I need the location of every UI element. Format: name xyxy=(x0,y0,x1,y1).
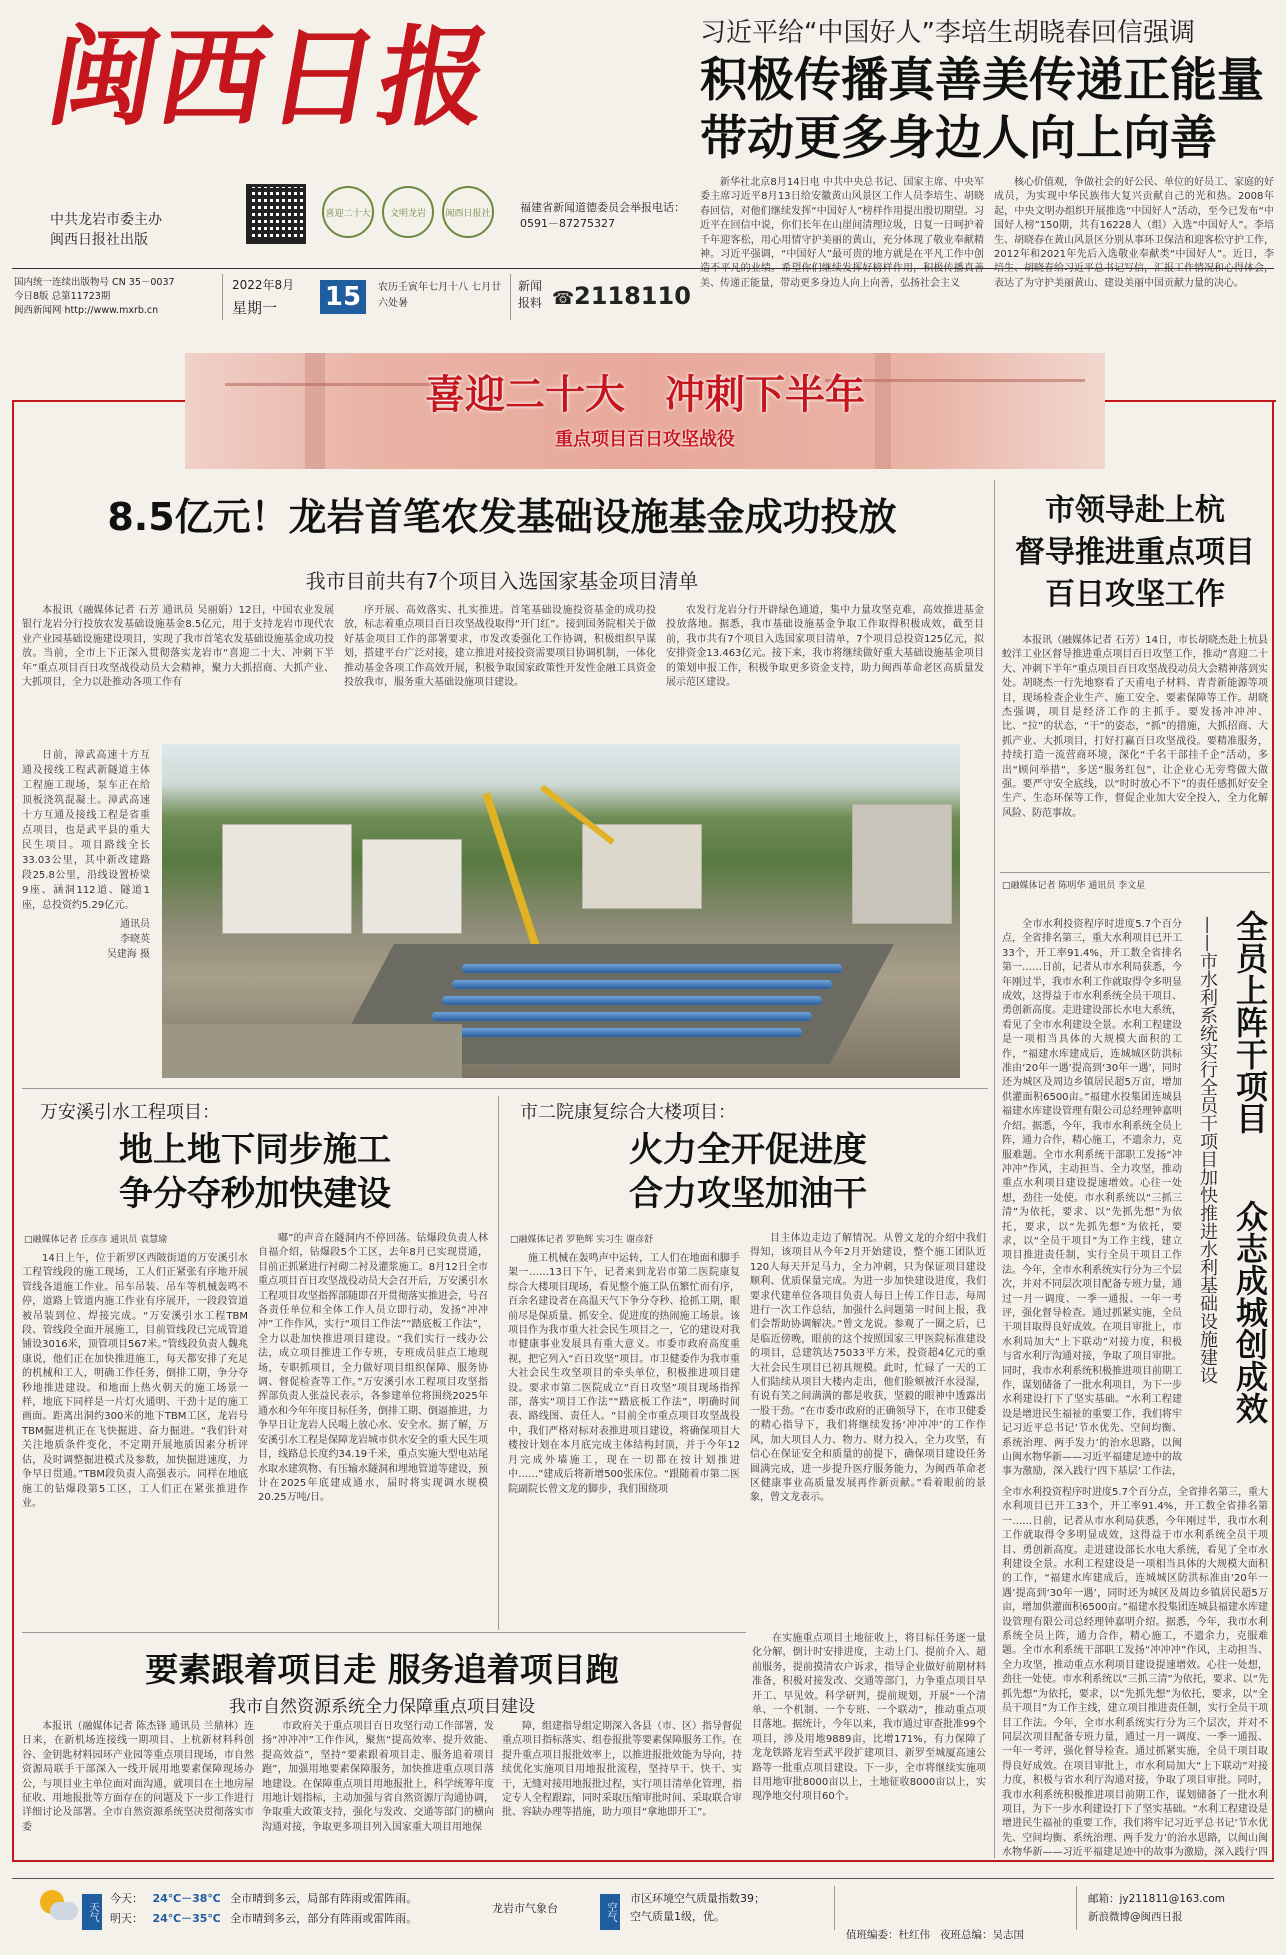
main-body-col3: 农发行龙岩分行开辟绿色通道，集中力量攻坚克难，高效推进基金投放落地。据悉，我市基础设施基金争取工作取得积极成效，截至目前，我市共有7个项目入选国家项目清单，7个项目总投资125亿元，拟安排资金13.463亿元。接下来，我市将继续做好重大基础设施基金项目的策划申报工作，积极争取更多资金支持，助力闽西革命老区高质量发展示范区建设。 xyxy=(666,605,984,689)
complaint-phone: 0591－87275327 xyxy=(520,217,615,230)
weather-source: 龙岩市气象台 xyxy=(492,1902,558,1915)
story-left-headline-1: 地上地下同步施工 xyxy=(119,1130,391,1170)
banner-title: 喜迎二十大 冲刺下半年 xyxy=(425,372,865,418)
complaint-line xyxy=(520,200,685,232)
seal-3: 闽西日报社 xyxy=(442,186,494,238)
story-bottom-headline: 要素跟着项目走 服务追着项目跑 xyxy=(145,1650,619,1689)
issn: 国内统一连续出版物号 CN 35－0037 xyxy=(14,277,175,288)
website: 闽西新闻网 http://www.mxrb.cn xyxy=(14,305,159,316)
lead-body-col2: 核心价值观，争做社会的好公民、单位的好员工、家庭的好成员，为实现中华民族伟大复兴贡献自己的光和热。2008年起，中央文明办组织开展推选“中国好人”活动，至今已发布“中国好人榜”150期，共有16228人（组）入选“中国好人”。李培生、胡晓春在黄山风景区分别从事环卫保洁和迎客松守护工作，2012年和2021年先后入选敬业奉献类“中国好人”。近日，李培生、胡晓春给习近平总书记写信，汇报工作情况和心得体会，表达了为守护美丽黄山、建设美丽中国贡献力量的决心。 xyxy=(994,177,1274,289)
hotline-label-1: 新闻 xyxy=(518,279,543,293)
story-mid-headline-1: 火力全开促进度 xyxy=(629,1130,867,1170)
caption-credit-1: 通讯员 xyxy=(120,919,150,930)
hotline-label-2: 报料 xyxy=(518,296,543,310)
seal-2: 文明龙岩 xyxy=(382,186,434,238)
contact-email[interactable]: 邮箱：jy211811@163.com xyxy=(1088,1893,1226,1905)
caption-credit-3: 吴建海 摄 xyxy=(106,949,150,960)
lunar-date: 农历壬寅年七月十八 七月廿六处暑 xyxy=(378,282,502,309)
date-weekday: 星期一 xyxy=(232,299,278,317)
editors xyxy=(846,1890,1024,1955)
story-left-headline-2: 争分夺秒加快建设 xyxy=(119,1174,391,1214)
side1-body: 本报讯（融媒体记者 石芳）14日，市长胡晓杰赴上杭县蛟洋工业区督导推进重点项目百日攻坚工作，推动“喜迎二十大、冲刺下半年”重点项目百日攻坚战役动员大会精神落到实处。胡晓杰一行先地察看了天甫电子材料、青青新能源等项目，现场检查企业生产、施工安全、要素保障等工作。胡晓杰强调，项目是经济工作的主抓手。要发扬冲冲冲、比、“拉”的状态，“干”的姿态，“抓”的措施，大抓招商、大抓产业、大抓项目，打好打赢百日攻坚战役。要精准服务，持续打造一流营商环境，深化“千名干部挂千企”活动，多出“顾问举措”，多送“服务红包”，让企业心无旁骛做大做强。要严守安全底线，以“时时放心不下”的责任感抓好安全生产、生态环保等工作，督促企业加大安全投入，全力化解风险、防范事故。 xyxy=(1002,635,1268,819)
lead-headline-2: 带动更多身边人向上向善 xyxy=(700,111,1217,166)
date-day: 15 xyxy=(320,280,366,314)
main-body-col2: 序开展、高效落实、扎实推进。首笔基础设施投资基金的成功投放，标志着重点项目百日攻坚战役取得“开门红”。接到国务院相关于做好基金项目工作的部署要求，市发改委强化工作协调，积极组织早谋划，搭建平台广泛对接，建立推进对接投资需要项目协调机制，一体化推动基金各项工作高效开展，积极争取国家政策性开发性金融工具资金投放我市，服务重大基础设施项目建设。 xyxy=(344,605,656,689)
construction-photo xyxy=(162,744,960,1078)
story-bottom-col1: 本报讯（融媒体记者 陈杰锋 通讯员 兰鼎林）连日来，在新机场连接线一期项目、上杭新材料科创谷、金钥匙材料园环产业园等重点项目现场，市自然资源局联手干部深入一线开展用地要素保障现场办公，与项目业主单位面对面沟通，就项目在土地房屋征收、用地报批等方面存在的问题及下一步工作进行详细讨论及部署。全市自然资源系统坚决贯彻落实市委 xyxy=(22,1721,254,1833)
weather-label: 天气 xyxy=(82,1894,102,1930)
side2-byline: □融媒体记者 陈明华 通讯员 李文星 xyxy=(1002,881,1146,891)
air-level: 空气质量1级，优。 xyxy=(630,1910,725,1923)
side2-body-top: 全市水利投资程序时进度5.7个百分点，全省排名第三，重大水利项目已开工33个，开工率91.4%，开工数全省排名第一……日前，记者从市水利局获悉，今年刚过半，我市水利工作就取得令多明显成效，这得益于市水利系统全员干项目、勇创新高度。走进建设部长水电大系统，看见了全市水利建设全景。水利工程建设是一项相当具体的大规模大面积的工作，“福建水库建成后，连城城区防洪标准由‘20年一遇’提高到‘30年一遇’，同时还为城区及周边乡镇居民超5万亩，增加供灌面积6500亩。”福建水投集团连城县福建水库建设管理有限公司总经理钟嘉明介绍。据悉，今年，我市水利系统全员上阵，通力合作，精心施工，不遗余力，克服难题。全市水利系统干部职工发扬“冲冲冲”作风，主动担当、全力攻坚，推动重点水利项目建设提速增效。心往一处想，劲往一处使。市水利系统以“三抓三清”为依托，要求、以“先抓先想”为依托，要求，以“先抓先想”为依托，要求，以“全员干项目”为工作主线，建立项目推进责任制，实行全员干项目工作法。今年，全市水利系统实行分为三个层次，并对不同层次项目配备专班力量，通过一月一调度、一季一通报、一年一考评，强化督导检查。通过抓紧实施，全员干项目取得良好成效。在项目审批上，市水利局加大“上下联动”对接力度，积极与省水利厅沟通对接，争取了项目审批。同时，我市水利系统积极推进项目前期工作，谋划储备了一批水利项目，为下一步水利建设打下了坚实基础。“水利工程建设是增进民生福祉的重要工作，我们将牢记习近平总书记‘节水优先、空间均衡、系统治理、两手发力’的治水思路，以闽山闽水物华新——习近平福建足迹中的故事为激励，深入践行‘四下基层’工作法， xyxy=(1002,919,1182,1478)
caption-credit-2: 李晓英 xyxy=(120,934,150,945)
today-label: 今天： xyxy=(110,1892,143,1905)
story-mid-col2: 目主体边走边了解情况。从曾文龙的介绍中我们得知，该项目从今年2月开始建设，整个施工团队近120人每天开足马力，全力冲刺，只为保证项目建设顺利、优质保量完成。为进一步加快建设进度，我们要求代建单位各项目负责人每日上传工作日志，每周进行一次工作总结，加强什么问题第一时间上报，我们会帮助协调解决。”曾文龙说。参观了一圈之后，已是临近傍晚，眼前的这个按照国家三甲医院标准建设的项目，总建筑达75033平方米，投资超4亿元的重大社会民生项目已初具规模。此时，忙碌了一天的工人们陆续从项目大楼内走出，他们脸颊被汗水浸湿，有说有笑之间满满的都是收获，坚毅的眼神中透露出一股干劲。“在市委市政府的正确领导下，在市卫健委的精心指导下，我们将继续发扬‘冲冲冲’的工作作风，加大项目人力、物力、财力投入，全力攻坚，有信心在保证安全和质量的前提下，确保项目建设任务圆满完成，进一步提升医疗服务能力，为闽西革命老区健康事业高质量发展再作新贡献。”看着眼前的景象，曾文龙表示。 xyxy=(750,1233,986,1504)
seal-1: 喜迎二十大 xyxy=(322,186,374,238)
weather-today xyxy=(110,1890,417,1908)
tomorrow-label: 明天： xyxy=(110,1912,143,1925)
air-index: 市区环境空气质量指数39； xyxy=(630,1892,765,1905)
main-body-col1: 本报讯（融媒体记者 石芳 通讯员 吴丽娟）12日，中国农业发展银行龙岩分行投放农发基础设施基金8.5亿元，用于支持龙岩市现代农业产业园基础设施建设项目，实现了我市首笔农发基础设施基金成功投放。当前，全市上下正深入贯彻落实龙岩市“喜迎二十大、冲刺下半年”重点项目百日攻坚战役动员大会精神，聚力大抓招商、大抓产业、大抓项目，全力以赴推动各项工作有 xyxy=(22,605,334,689)
publisher-line1: 中共龙岩市委主办 xyxy=(50,212,162,228)
story-mid-label: 市二院康复综合大楼项目： xyxy=(520,1102,736,1123)
masthead-logo: 闽西日报 xyxy=(38,15,502,141)
story-bottom-col4: 在实施重点项目土地征收上，将目标任务逐一量化分解，倒计时安排进度，主动上门、提前介入、超前服务，提前摸清农户诉求，指导企业做好前期材料准备，积极对接发改、交通等部门，力争重点项目早开工、早见效。科学研判，提前规划，开展“一个清单、一个机制、一个专班、一个联动”，推动重点项目落地。据统计，今年以来，我市通过审查批准99个项目，涉及用地9889亩，比增171%，有力保障了龙龙铁路龙岩至武平段扩建项目、新罗至城厦高速公路等一批重点项目建设。下一步，全市将继续实施项目用地审批8000亩以上，土地征收8000亩以上，实现净地交付项目60个。 xyxy=(752,1633,986,1803)
side1-headline-1: 市领导赴上杭 xyxy=(1045,493,1225,528)
date-month: 2022年8月 xyxy=(232,278,295,292)
date-block xyxy=(232,276,294,318)
photo-caption: 日前，漳武高速十方互通及接线工程武新隧道主体工程施工现场，泵车正在给顶板浇筑混凝土。漳武高速十方互通及接线工程是省重点项目，也是武平县的重大民生项目。项目路线全长33.03公里，其中新改建路段25.8公里，沿线设置桥梁9座、涵洞112道、隧道1座，总投资约5.29亿元。 通讯员 李晓英 吴建海 摄 xyxy=(22,750,150,960)
side2-headline-2: 众志成城创成效 xyxy=(1231,1200,1269,1424)
hotline-label xyxy=(518,278,542,312)
story-left-col2: 嘟”的声音在隧洞内不停回荡。钻爆段负责人林自福介绍，钻爆段5个工区，去年8月已实现贯通，目前正抓紧进行衬砌二衬及灌浆施工。8月12日全市重点项目百日攻坚战役动员大会召开后，万安溪引水工程项目攻坚指挥部随即召开贯彻落实推进会，号召各责任单位和全体工作人员立即行动，发扬“冲冲冲”工作作风，实行“项目工作法”“踏底板工作法”，全力以赴加快推进项目建设。“我们实行一线办公法，成立项目推进工作专班，专班成员驻点工地现场，专职抓项目，全力做好项目组织保障、服务协调、督促检查等工作。”万安溪引水工程项目攻坚指挥部负责人张益民表示，各参建单位将围绕2025年通水和今年年度目标任务，倒排工期、倒逼推进，力争早日让龙岩人民喝上放心水、安全水。据了解，万安溪引水工程是保障龙岩城市供水安全的重大民生项目，线路总长度约34.19千米，重点实施大型电站尾水取水建筑物、有压输水隧洞和埋地管道等建设，预计在2025年底建成通水，届时将实现调水规模20.25万吨/日。 xyxy=(258,1233,488,1504)
info-left xyxy=(14,276,214,318)
lead-body-col1: 新华社北京8月14日电 中共中央总书记、国家主席、中央军委主席习近平8月13日给安徽黄山风景区工作人员李培生、胡晓春回信，对他们继续发挥“中国好人”榜样作用提出殷切期望。习近平在回信中说，你们长年在山崖间清理垃圾，日复一日呵护着千年迎客松，用心用情守护美丽的黄山，充分体现了敬业奉献精神。习近平强调，“中国好人”最可贵的地方就是在平凡工作中创造不平凡的业绩。希望你们继续发挥好榜样作用，积极传播真善美、传递正能量，带动更多身边人向上向善，弘扬社会主义 xyxy=(700,177,984,289)
story-left-col1: 14日上午，位于新罗区西陂街道的万安溪引水工程管线段的施工现场，工人们正紧张有序地开展管线各道施工作业。吊车吊装、吊车等机械轰鸣不停，道路上管道内施工作业有序展开，一段段管道被吊装到位、焊接完成。“万安溪引水工程TBM段、管线段全面开展施工，目前管线段已完成管道铺设3016米，顶管项目567米。”管线段负责人魏兆康说，他们正在加快推进施工，每天都安排了充足的机械和工人，明确工作任务，倒排工期，争分夺秒地推进建设。和地面上热火朝天的施工场景一样，地底下同样是一片灯火通明、干劲十足的施工画面。距离出洞约300米的地下TBM工区，龙岩号TBM掘进机正在飞快掘进、奋力掘进。“我们针对关注地质条件变化，不定期开展地质因素分析评估，及时调整掘进模式及参数，加快掘进速度，力争早日贯通。”TBM段负责人高强表示。同样在地底施工的钻爆段第5工区，工人们正在紧张推进作业。 xyxy=(22,1253,248,1509)
story-mid-col1: 施工机械在轰鸣声中运转，工人们在地面和脚手架一……13日下午，记者来到龙岩市第二医院康复综合大楼项目现场，看见整个施工队伍繁忙而有序，百余名建设者在高温天气下争分夺秒、抢抓工期，眼前尽是保质量、抓安全、促进度的热闹施工场景。该项目作为我市重大社会民生项目之一，它的建设对我市健康事业发展具有重大意义。市委市政府高度重视，把它列入“百日攻坚”项目。市卫健委作为我市重大社会民生攻坚项目的牵头单位，积极推进项目建设。要求市第二医院成立“百日攻坚”项目现场指挥部，落实“项目工作法”“踏底板工作法”，明确时间表、路线图、责任人。“目前全市重点项目攻坚战役中，我们严格对标对表推进项目建设，将确保项目大楼按计划在本月底完成主体结构封顶，并于今年12月完成外墙施工，现在一切都在按计划推进中……”建成后将新增500张床位。“跟随着市第二医院副院长曾文龙的脚步，我们围绕项 xyxy=(508,1253,740,1495)
publisher-block xyxy=(50,210,162,250)
story-left-byline: □融媒体记者 丘彦彦 通讯员 袁慧瑜 xyxy=(24,1235,168,1245)
side2-headline-1: 全员上阵干项目 xyxy=(1231,910,1269,1134)
main-headline: 8.5亿元！龙岩首笔农发基础设施基金成功投放 xyxy=(107,495,897,539)
contact-weibo[interactable]: 新浪微博@闽西日报 xyxy=(1088,1911,1183,1923)
phone-icon: ☎ xyxy=(552,288,575,309)
today-temp: 24℃－38℃ xyxy=(152,1892,221,1905)
story-mid-headline-2: 合力攻坚加油干 xyxy=(629,1174,867,1214)
story-left-label: 万安溪引水工程项目： xyxy=(40,1102,220,1123)
hotline-number: 2118110 xyxy=(574,282,691,310)
side1-headline-3: 百日攻坚工作 xyxy=(1045,577,1225,612)
lead-kicker: 习近平给“中国好人”李培生胡晓春回信强调 xyxy=(700,18,1195,48)
side2-deck: ——市水利系统实行全员干项目加快推进水利基础设施建设 xyxy=(1197,916,1218,1384)
tomorrow-temp: 24℃－35℃ xyxy=(152,1912,221,1925)
weather-tomorrow xyxy=(110,1910,417,1928)
issue-number: 今日8版 总第11723期 xyxy=(14,291,111,302)
main-subhead: 我市目前共有7个项目入选国家基金项目清单 xyxy=(305,569,699,593)
air-label: 空气 xyxy=(600,1894,620,1930)
story-bottom-subhead: 我市自然资源系统全力保障重点项目建设 xyxy=(229,1697,535,1717)
side1-headline-2: 督导推进重点项目 xyxy=(1015,535,1255,570)
lead-headline-1: 积极传播真善美传递正能量 xyxy=(700,53,1264,108)
editors-line1: 值班编委：杜红伟 夜班总编：吴志国 xyxy=(846,1929,1025,1941)
story-bottom-col2: 市政府关于重点项目百日攻坚行动工作部署，发扬“冲冲冲”工作作风，聚焦“提高效率、提升效能、提高效益”，坚持“要素跟着项目走、服务追着项目跑”，加强用地要素保障服务，加快推进重点项目落地建设。在保障重点项目用地报批上，科学统筹年度用地计划指标，主动加强与省自然资源厅沟通协调，争取重大政策支持，强化与发改、交通等部门的横向沟通对接，争取更多项目列入国家重大项目用地保 xyxy=(262,1721,494,1833)
publisher-line2: 闽西日报社出版 xyxy=(50,232,148,248)
complaint-label: 福建省新闻道德委员会举报电话： xyxy=(520,201,685,214)
side2-body-bottom: 全市水利投资程序时进度5.7个百分点，全省排名第三，重大水利项目已开工33个，开工率91.4%，开工数全省排名第一……日前，记者从市水利局获悉，今年刚过半，我市水利工作就取得令多明显成效，这得益于市水利系统全员干项目、勇创新高度。走进建设部长水电大系统，看见了全市水利建设全景。水利工程建设是一项相当具体的大规模大面积的工作，“福建水库建成后，连城城区防洪标准由‘20年一遇’提高到‘30年一遇’，同时还为城区及周边乡镇居民超5万亩，增加供灌面积6500亩。”福建水投集团连城县福建水库建设管理有限公司总经理钟嘉明介绍。据悉，今年，我市水利系统全员上阵，通力合作，精心施工，不遗余力，克服难题。全市水利系统干部职工发扬“冲冲冲”作风，主动担当、全力攻坚，推动重点水利项目建设提速增效。心往一处想，劲往一处使。市水利系统以“三抓三清”为依托，要求、以“先抓先想”为依托，要求，以“先抓先想”为依托，要求，以“全员干项目”为工作主线，建立项目推进责任制，实行全员干项目工作法。今年，全市水利系统实行分为三个层次，并对不同层次项目配备专班力量，通过一月一调度、一季一通报、一年一考评，强化督导检查。通过抓紧实施，全员干项目取得良好成效。在项目审批上，市水利局加大“上下联动”对接力度，积极与省水利厅沟通对接，争取了项目审批。同时，我市水利系统积极推进项目前期工作，谋划储备了一批水利项目，为下一步水利建设打下了坚实基础。“水利工程建设是增进民生福祉的重要工作，我们将牢记习近平总书记‘节水优先、空间均衡、系统治理、两手发力’的治水思路，以闽山闽水物华新——习近平福建足迹中的故事为激励，深入践行‘四 xyxy=(1002,1487,1268,1858)
tomorrow-desc: 全市晴到多云，部分有阵雨或雷阵雨。 xyxy=(230,1912,418,1925)
story-bottom-col3: 障，组建指导组定期深入各县（市、区）指导督促重点项目指标落实、组卷报批等要素保障服务工作。在提升重点项目报批效率上，以推进报批效能为导向，持续优化实施项目用地报批流程，坚持早干、快干、实干，无缝对接用地报批过程，实行项目清单化管理，指定专人全程跟踪，同时采取压缩审批时间、采取联合审批、容缺办理等措施，助力项目“拿地即开工”。 xyxy=(502,1721,742,1819)
air-quality xyxy=(630,1890,765,1926)
qr-code-icon xyxy=(246,184,306,244)
story-mid-byline: □融媒体记者 罗艳辉 实习生 谢彦舒 xyxy=(510,1235,654,1245)
today-desc: 全市晴到多云，局部有阵雨或雷阵雨。 xyxy=(230,1892,418,1905)
banner-subtitle: 重点项目百日攻坚战役 xyxy=(555,429,735,450)
contact xyxy=(1088,1890,1225,1926)
weather-sun-icon xyxy=(36,1886,78,1928)
